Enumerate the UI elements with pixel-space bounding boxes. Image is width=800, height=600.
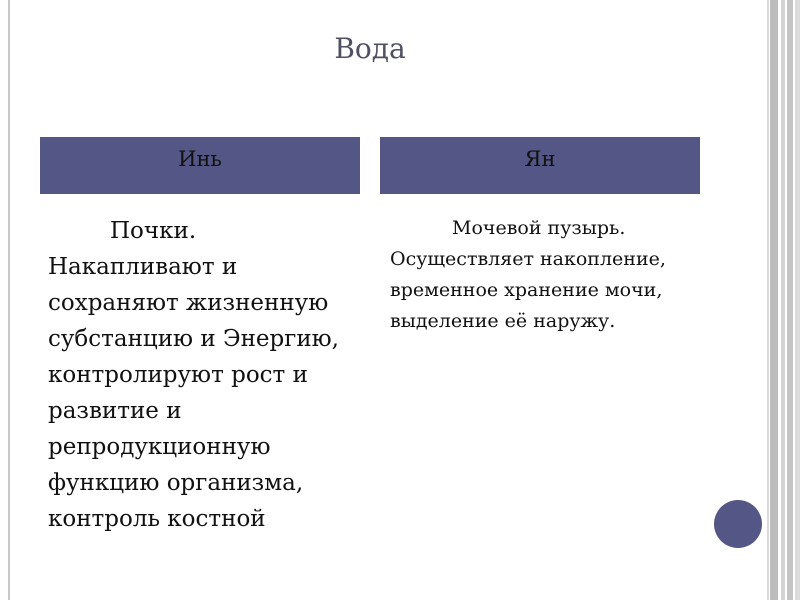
right-decor-stripe <box>787 0 793 600</box>
column-body-yang: Мочевой пузырь. Осуществляет накопление, временное хранение мочи, выделение её наружу. <box>390 217 666 332</box>
right-decor-stripe <box>767 0 769 600</box>
column-header-yang: Ян <box>380 137 700 194</box>
decorative-circle <box>714 500 762 548</box>
column-header-yin: Инь <box>40 137 360 194</box>
right-decor-stripe <box>781 0 785 600</box>
right-decor-stripe <box>770 0 778 600</box>
column-body-yin: Почки. Накапливают и сохраняют жизненную субстанцию и Энергию, контролируют рост и развитие и репродукционную функцию организма, контроль костной <box>48 218 339 532</box>
slide-title: Вода <box>334 32 406 65</box>
left-border-line <box>8 0 10 600</box>
right-decor-stripe <box>795 0 800 600</box>
